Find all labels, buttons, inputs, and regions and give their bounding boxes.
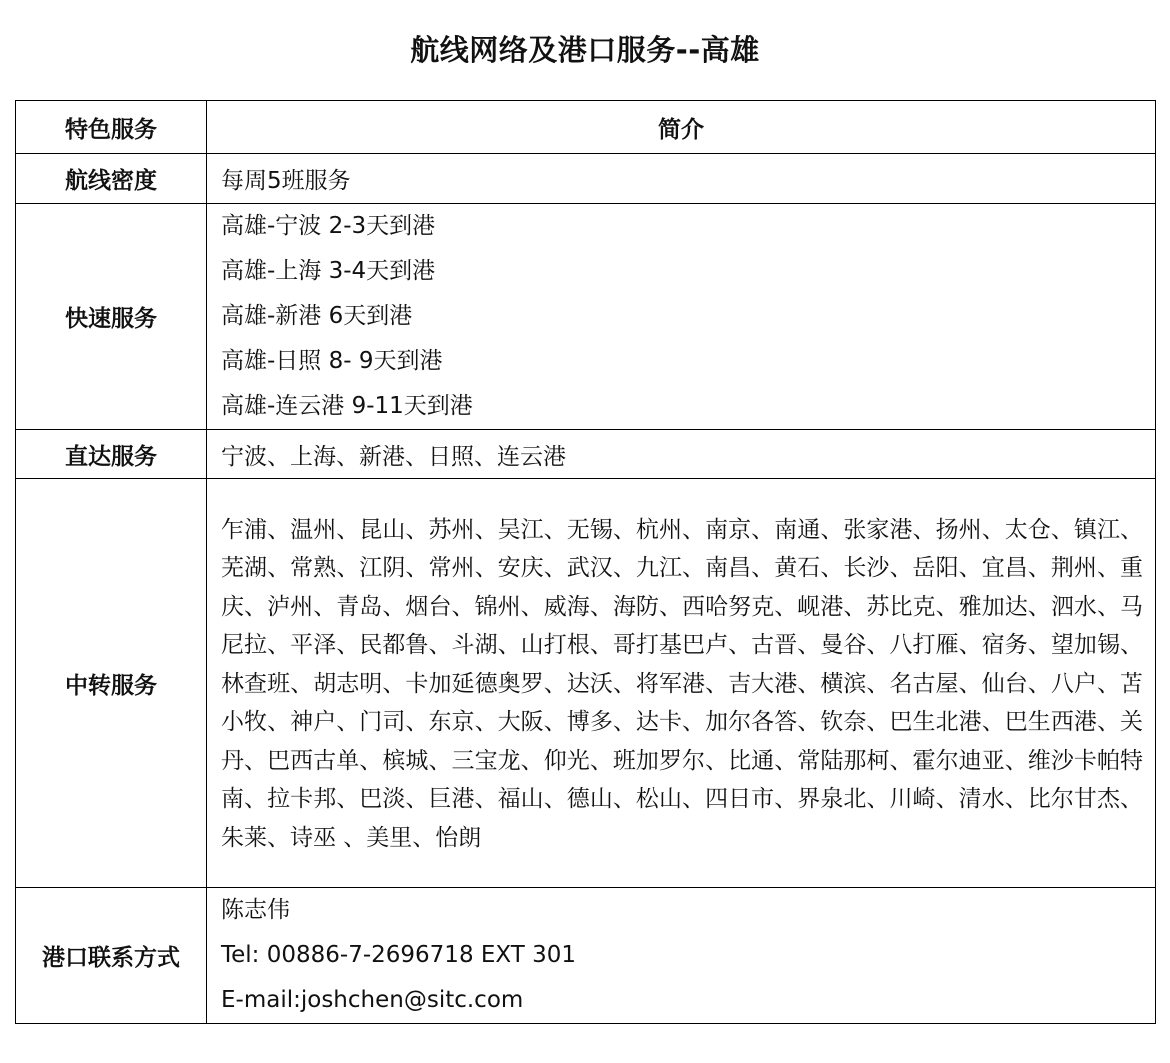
label-density: 航线密度	[16, 154, 207, 204]
contact-tel: Tel: 00886-7-2696718 EXT 301	[221, 942, 577, 968]
label-transfer: 中转服务	[16, 479, 207, 888]
header-feature: 特色服务	[16, 101, 207, 154]
express-lines	[207, 204, 1156, 430]
transfer-cell	[207, 479, 1156, 888]
direct-text: 宁波、上海、新港、日照、连云港	[207, 430, 1156, 479]
density-text: 每周5班服务	[207, 154, 1156, 204]
table-header-row	[16, 101, 1156, 154]
express-line: 高雄-新港 6天到港	[221, 303, 413, 329]
table-row-express	[16, 204, 1156, 430]
contact-cell	[207, 888, 1156, 1024]
table-row-contact	[16, 888, 1156, 1024]
label-contact: 港口联系方式	[16, 888, 207, 1024]
table-row-transfer	[16, 479, 1156, 888]
express-line: 高雄-宁波 2-3天到港	[221, 213, 436, 239]
contact-name: 陈志伟	[221, 897, 290, 923]
express-line: 高雄-日照 8- 9天到港	[221, 348, 443, 374]
service-table	[15, 100, 1156, 1024]
page-title: 航线网络及港口服务--高雄	[410, 33, 760, 67]
label-express: 快速服务	[16, 204, 207, 430]
contact-email: E-mail:joshchen@sitc.com	[221, 987, 524, 1013]
express-line: 高雄-连云港 9-11天到港	[221, 393, 473, 419]
table-row-direct	[16, 430, 1156, 479]
header-intro: 简介	[207, 101, 1156, 154]
transfer-text: 乍浦、温州、昆山、苏州、吴江、无锡、杭州、南京、南通、张家港、扬州、太仓、镇江、芜湖、常熟、江阴、常州、安庆、武汉、九江、南昌、黄石、长沙、岳阳、宜昌、荆州、重庆、泸州、青岛、烟台、锦州、威海、海防、西哈努克、岘港、苏比克、雅加达、泗水、马尼拉、平泽、民都鲁、斗湖、山打根、哥打基巴卢、古晋、曼谷、八打雁、宿务、望加锡、林查班、胡志明、卡加延德奥罗、达沃、将军港、吉大港、横滨、名古屋、仙台、八户、苫小牧、神户、门司、东京、大阪、博多、达卡、加尔各答、钦奈、巴生北港、巴生西港、关丹、巴西古单、槟城、三宝龙、仰光、班加罗尔、比通、常陆那柯、霍尔迪亚、维沙卡帕特南、拉卡邦、巴淡、巨港、福山、德山、松山、四日市、界泉北、川崎、清水、比尔甘杰、朱莱、诗巫 、美里、怡朗	[221, 516, 1143, 851]
label-direct: 直达服务	[16, 430, 207, 479]
table-row-density	[16, 154, 1156, 204]
express-line: 高雄-上海 3-4天到港	[221, 258, 436, 284]
